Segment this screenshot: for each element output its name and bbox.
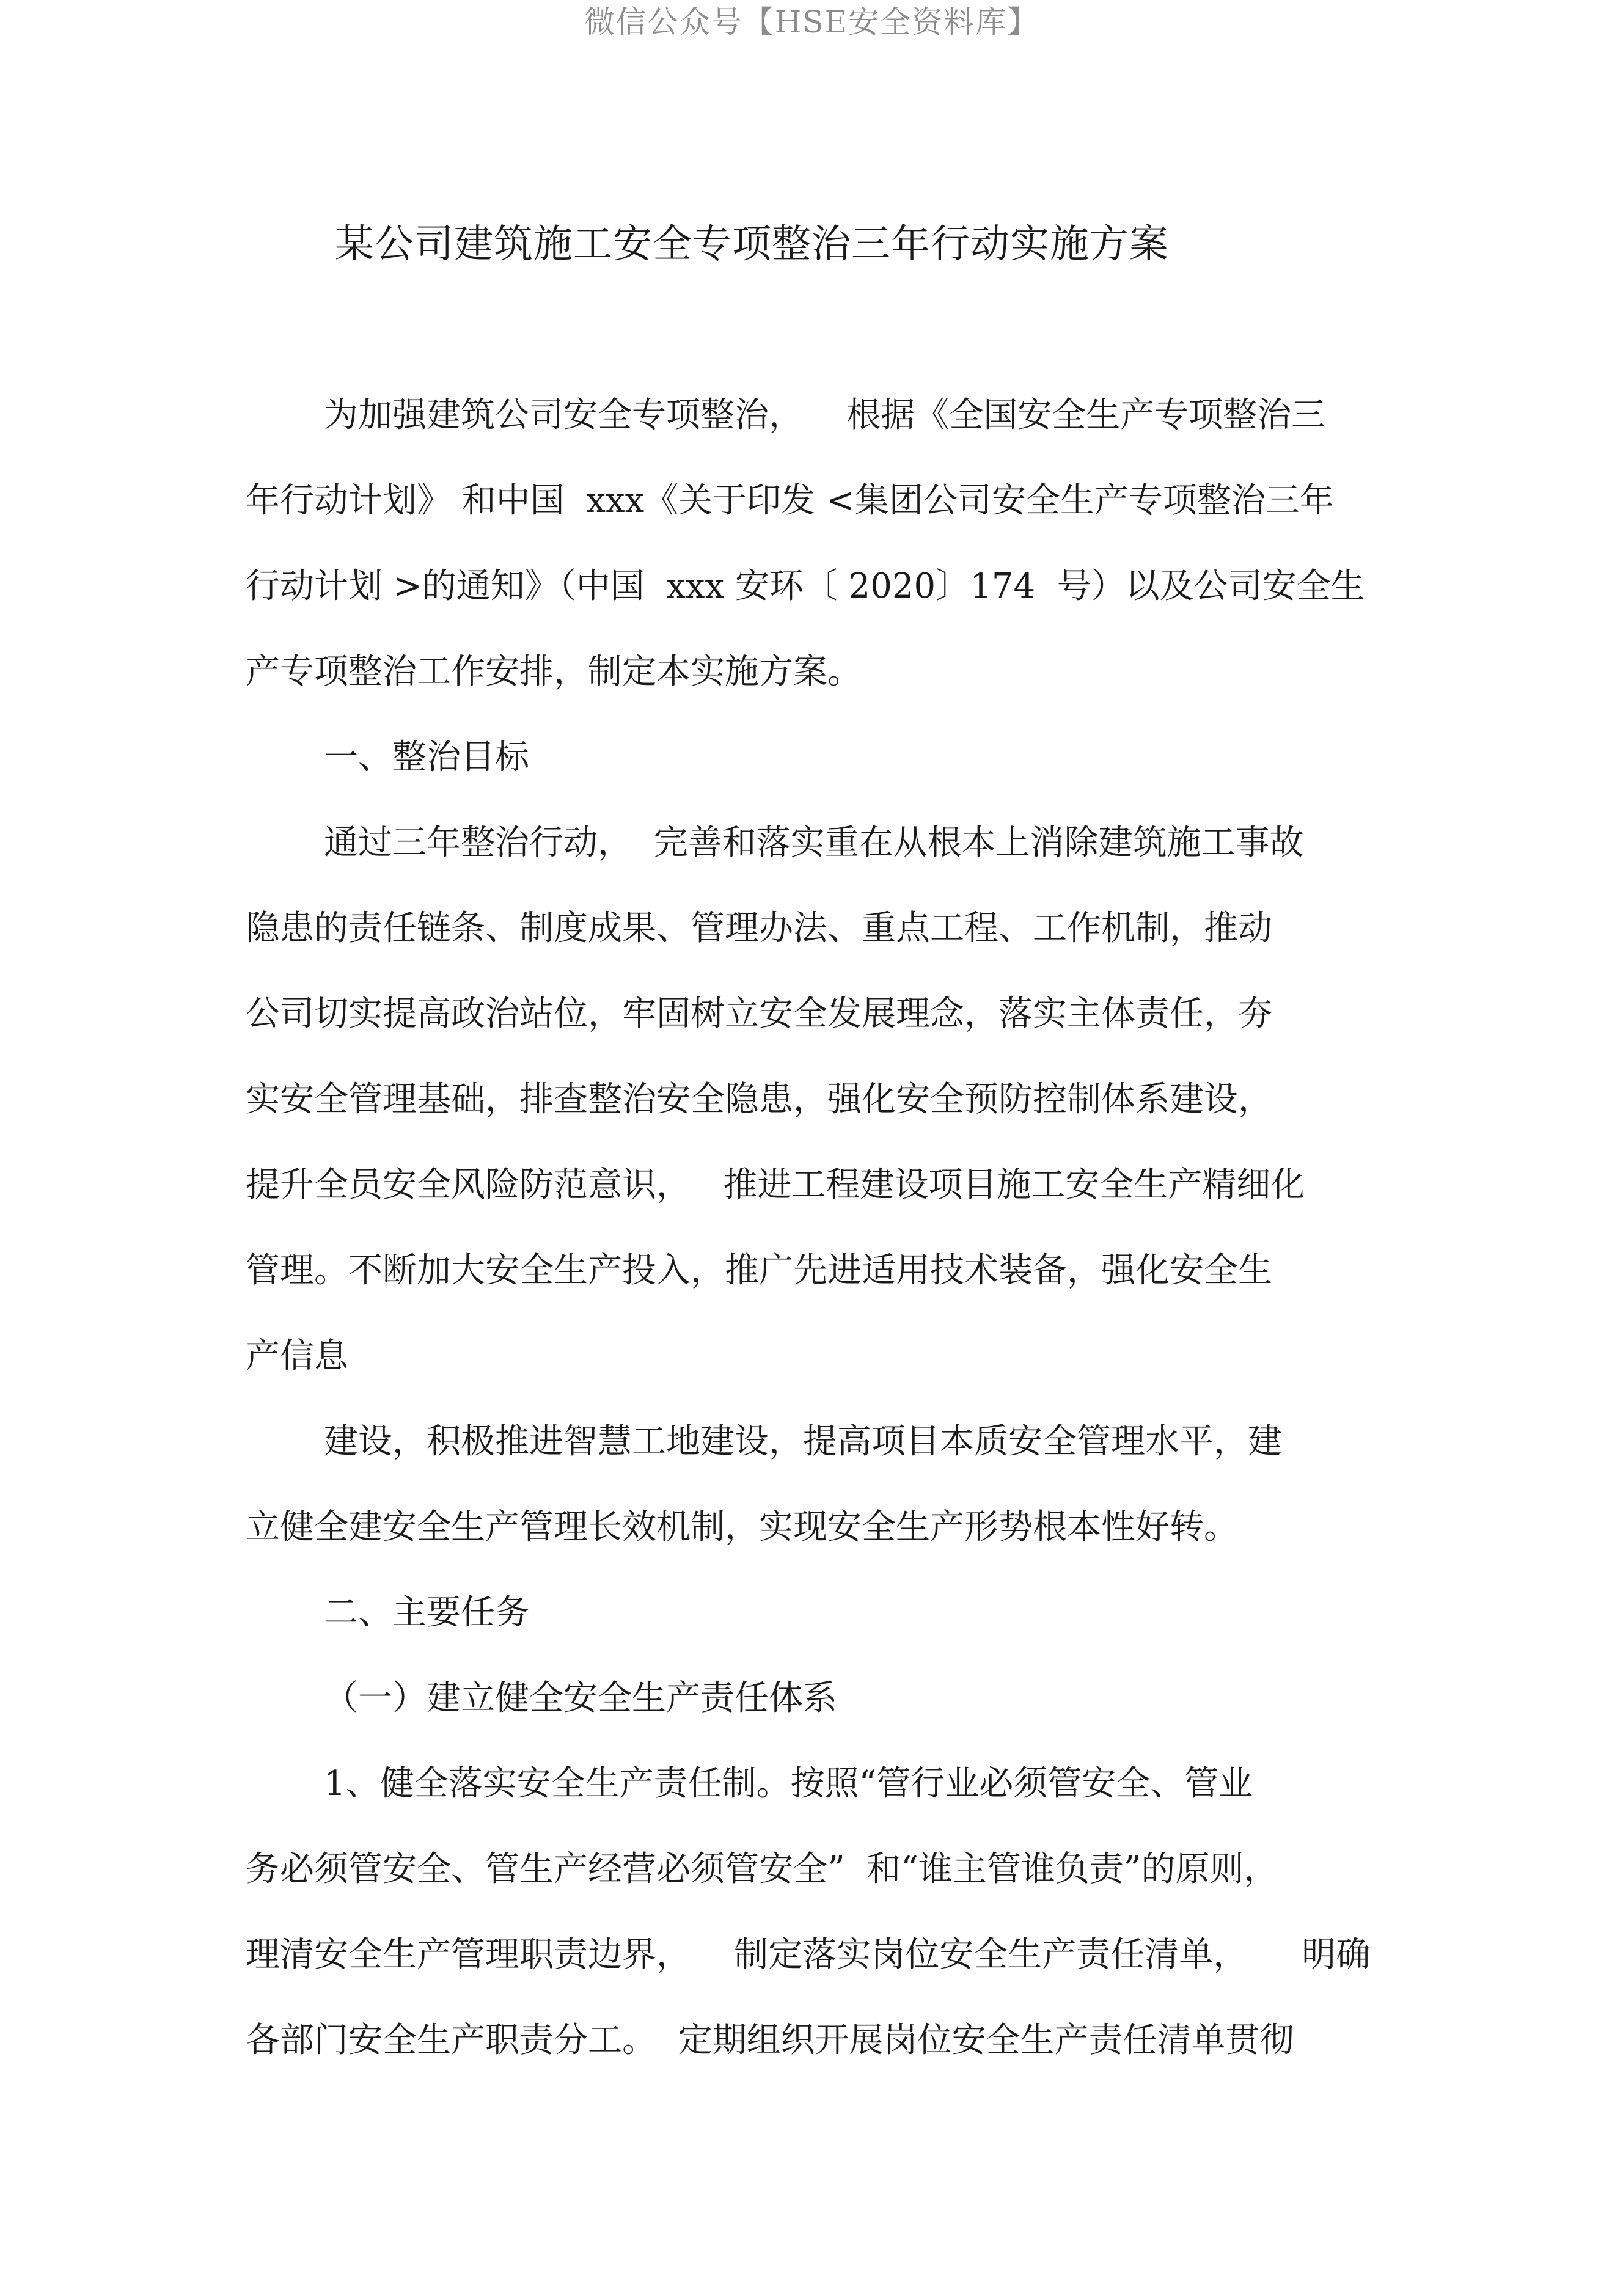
body-line: 实安全管理基础，排查整治安全隐患，强化安全预防控制体系建设， <box>246 1080 1272 1119</box>
body-line: 产信息 <box>246 1336 348 1376</box>
body-line: 行动计划 >的通知》（中国 xxx 安环〔 2020〕174 号）以及公司安全生 <box>246 566 1365 606</box>
body-line: 务必须管安全、管生产经营必须管安全” 和“谁主管谁负责”的原则， <box>246 1849 1278 1889</box>
body-line: 产专项整治工作安排，制定本实施方案。 <box>246 652 862 692</box>
subsection-heading: （一）建立健全安全生产责任体系 <box>324 1678 837 1718</box>
body-line: 各部门安全生产职责分工。 定期组织开展岗位安全生产责任清单贯彻 <box>246 2020 1294 2060</box>
body-line: 年行动计划》 和中国 xxx《关于印发 <集团公司安全生产专项整治三年 <box>246 481 1334 521</box>
body-line: 1、健全落实安全生产责任制。按照“管行业必须管安全、管业 <box>324 1764 1253 1804</box>
section-heading: 一、整治目标 <box>324 737 529 777</box>
body-line: 公司切实提高政治站位，牢固树立安全发展理念，落实主体责任，夯 <box>246 994 1272 1034</box>
page-header: 微信公众号【HSE安全资料库】 <box>584 4 1039 40</box>
body-line: 管理。不断加大安全生产投入，推广先进适用技术装备，强化安全生 <box>246 1251 1272 1290</box>
document-title: 某公司建筑施工安全专项整治三年行动实施方案 <box>335 222 1169 267</box>
body-line: 立健全建安全生产管理长效机制，实现安全生产形势根本性好转。 <box>246 1507 1238 1547</box>
body-line: 提升全员安全风险防范意识， 推进工程建设项目施工安全生产精细化 <box>246 1165 1305 1205</box>
section-heading: 二、主要任务 <box>324 1593 529 1632</box>
body-line: 建设，积极推进智慧工地建设，提高项目本质安全管理水平，建 <box>324 1422 1282 1461</box>
body-line: 理清安全生产管理职责边界， 制定落实岗位安全生产责任清单， 明确 <box>246 1935 1371 1975</box>
body-line: 为加强建筑公司安全专项整治， 根据《全国安全生产专项整治三 <box>324 395 1326 435</box>
body-line: 通过三年整治行动， 完善和落实重在从根本上消除建筑施工事故 <box>324 823 1304 863</box>
body-line: 隐患的责任链条、制度成果、管理办法、重点工程、工作机制，推动 <box>246 909 1272 948</box>
